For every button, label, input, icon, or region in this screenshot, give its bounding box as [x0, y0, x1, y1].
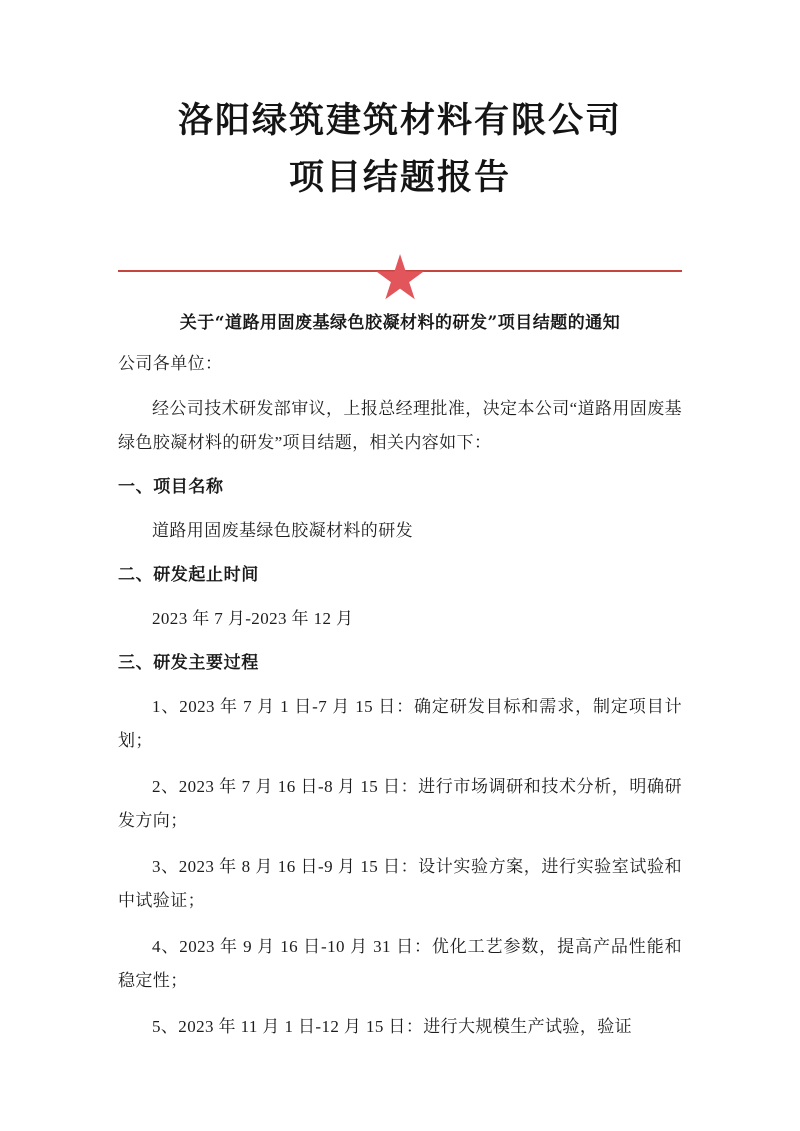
section-heading-2: 二、研发起止时间	[118, 564, 259, 585]
intro-paragraph: 经公司技术研发部审议，上报总经理批准，决定本公司“道路用固废基绿色胶凝材料的研发”项目结题，相关内容如下：	[118, 398, 682, 452]
title-block	[118, 0, 682, 204]
salutation: 公司各单位：	[118, 353, 223, 373]
list-item: 1、2023 年 7 月 1 日-7 月 15 日：确定研发目标和需求，制定项目计划；	[118, 696, 682, 750]
list-item: 4、2023 年 9 月 16 日-10 月 31 日：优化工艺参数，提高产品性能和稳定性；	[118, 936, 682, 990]
star-icon: ★	[372, 244, 428, 313]
list-item: 3、2023 年 8 月 16 日-9 月 15 日：设计实验方案，进行实验室试验和中试验证；	[118, 856, 682, 910]
company-title: 洛阳绿筑建筑材料有限公司	[177, 100, 622, 141]
report-title: 项目结题报告	[288, 156, 511, 198]
document-subject: 关于“道路用固废基绿色胶凝材料的研发”项目结题的通知	[179, 312, 621, 333]
red-divider	[118, 242, 682, 313]
section-heading-1: 一、项目名称	[118, 476, 224, 497]
list-item: 5、2023 年 11 月 1 日-12 月 15 日：进行大规模生产试验，验证	[152, 1016, 633, 1036]
section-heading-3: 三、研发主要过程	[118, 652, 259, 673]
section-body-2: 2023 年 7 月-2023 年 12 月	[152, 608, 354, 628]
section-body-1: 道路用固废基绿色胶凝材料的研发	[152, 520, 413, 540]
list-item: 2、2023 年 7 月 16 日-8 月 15 日：进行市场调研和技术分析，明确研发方向；	[118, 776, 682, 830]
